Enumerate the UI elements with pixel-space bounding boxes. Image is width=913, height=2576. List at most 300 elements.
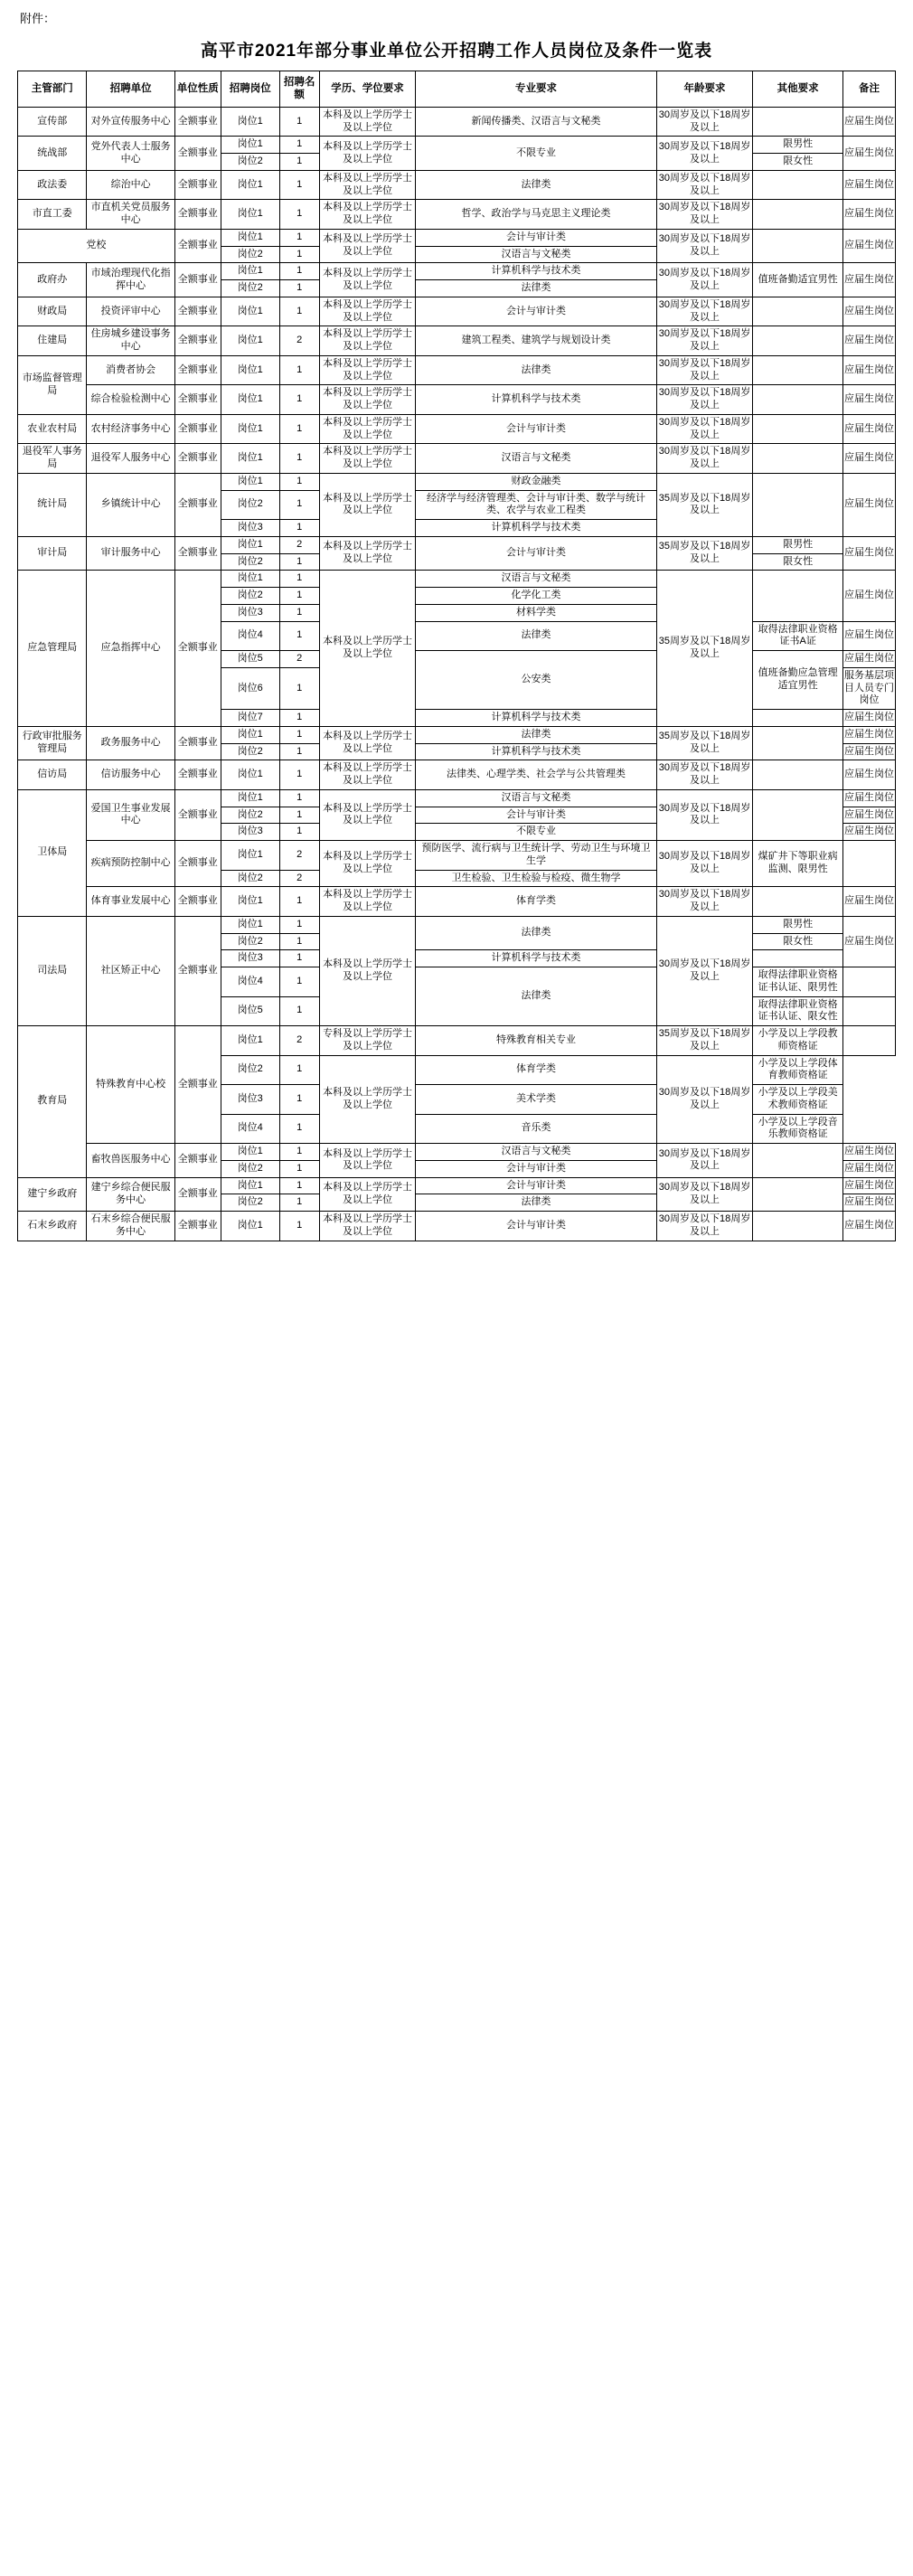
cell-nature: 全额事业	[174, 229, 221, 263]
cell-unit: 体育事业发展中心	[87, 887, 174, 917]
cell-major: 计算机科学与技术类	[416, 263, 657, 280]
cell-nature: 全额事业	[174, 414, 221, 444]
cell-number: 2	[279, 870, 319, 887]
table-row	[18, 107, 896, 137]
cell-number: 1	[279, 414, 319, 444]
cell-age: 30周岁及以下18周岁及以上	[656, 1177, 753, 1212]
cell-other	[753, 1144, 843, 1178]
cell-major: 法律类	[416, 621, 657, 651]
cell-other	[753, 726, 843, 760]
cell-major: 体育学类	[416, 1055, 657, 1085]
cell-other: 值班备勤适宜男性	[753, 263, 843, 297]
cell-age: 35周岁及以下18周岁及以上	[656, 536, 753, 571]
table-row	[18, 1144, 896, 1161]
cell-post: 岗位3	[221, 1085, 279, 1115]
cell-remark: 应届生岗位	[842, 651, 895, 668]
cell-department: 财政局	[18, 297, 87, 326]
cell-post: 岗位1	[221, 1144, 279, 1161]
cell-other	[753, 473, 843, 536]
cell-unit: 特殊教育中心校	[87, 1026, 174, 1144]
cell-post: 岗位2	[221, 246, 279, 263]
cell-department: 市直工委	[18, 200, 87, 230]
cell-unit: 住房城乡建设事务中心	[87, 326, 174, 356]
cell-post: 岗位1	[221, 263, 279, 280]
cell-number: 1	[279, 1085, 319, 1115]
cell-department: 统计局	[18, 473, 87, 536]
cell-unit: 投资评审中心	[87, 297, 174, 326]
cell-nature: 全额事业	[174, 355, 221, 385]
cell-age: 30周岁及以下18周岁及以上	[656, 789, 753, 840]
table-row	[18, 726, 896, 743]
cell-remark: 服务基层项目人员专门岗位	[842, 667, 895, 709]
cell-age: 35周岁及以下18周岁及以上	[656, 473, 753, 536]
cell-number: 1	[279, 553, 319, 571]
table-row	[18, 1026, 896, 1056]
cell-number: 1	[279, 1194, 319, 1212]
cell-education: 本科及以上学历学士及以上学位	[319, 1055, 416, 1144]
cell-number: 1	[279, 229, 319, 246]
cell-number: 2	[279, 841, 319, 871]
cell-post: 岗位3	[221, 950, 279, 967]
cell-major: 法律类	[416, 916, 657, 950]
cell-remark: 应届生岗位	[842, 789, 895, 807]
cell-unit: 综治中心	[87, 170, 174, 200]
table-row	[18, 1212, 896, 1241]
cell-major: 计算机科学与技术类	[416, 743, 657, 760]
cell-remark: 应届生岗位	[842, 414, 895, 444]
cell-other	[753, 571, 843, 621]
cell-number: 1	[279, 200, 319, 230]
table-row	[18, 385, 896, 415]
cell-remark: 应届生岗位	[842, 444, 895, 474]
table-row	[18, 229, 896, 246]
cell-number: 1	[279, 807, 319, 824]
cell-number: 1	[279, 444, 319, 474]
cell-remark: 应届生岗位	[842, 1194, 895, 1212]
cell-number: 1	[279, 933, 319, 950]
cell-department: 教育局	[18, 1026, 87, 1178]
cell-major: 汉语言与文秘类	[416, 444, 657, 474]
cell-nature: 全额事业	[174, 1212, 221, 1241]
cell-other	[753, 107, 843, 137]
cell-remark: 应届生岗位	[842, 536, 895, 571]
cell-other: 限男性	[753, 137, 843, 154]
table-row	[18, 760, 896, 790]
table-row	[18, 473, 896, 490]
col-other: 其他要求	[753, 71, 843, 108]
cell-other	[753, 297, 843, 326]
cell-nature: 全额事业	[174, 536, 221, 571]
cell-remark: 应届生岗位	[842, 1144, 895, 1161]
cell-other	[753, 950, 843, 967]
cell-department: 卫体局	[18, 789, 87, 916]
cell-major: 公安类	[416, 651, 657, 710]
cell-education: 本科及以上学历学士及以上学位	[319, 385, 416, 415]
cell-unit: 对外宣传服务中心	[87, 107, 174, 137]
table-row	[18, 200, 896, 230]
cell-education: 本科及以上学历学士及以上学位	[319, 297, 416, 326]
cell-nature: 全额事业	[174, 473, 221, 536]
cell-remark: 应届生岗位	[842, 1177, 895, 1194]
cell-remark	[842, 841, 895, 887]
cell-major: 汉语言与文秘类	[416, 789, 657, 807]
cell-number: 2	[279, 326, 319, 356]
cell-major: 卫生检验、卫生检验与检疫、微生物学	[416, 870, 657, 887]
cell-post: 岗位1	[221, 887, 279, 917]
cell-remark	[842, 996, 895, 1026]
cell-major: 法律类	[416, 280, 657, 297]
cell-post: 岗位5	[221, 651, 279, 668]
table-row	[18, 170, 896, 200]
cell-department: 退役军人事务局	[18, 444, 87, 474]
cell-number: 2	[279, 1026, 319, 1056]
cell-unit: 疾病预防控制中心	[87, 841, 174, 887]
cell-department: 建宁乡政府	[18, 1177, 87, 1212]
cell-post: 岗位6	[221, 667, 279, 709]
cell-remark: 应届生岗位	[842, 137, 895, 171]
cell-post: 岗位1	[221, 473, 279, 490]
cell-nature: 全额事业	[174, 1026, 221, 1144]
cell-major: 会计与审计类	[416, 414, 657, 444]
col-age: 年龄要求	[656, 71, 753, 108]
cell-department: 石末乡政府	[18, 1212, 87, 1241]
cell-nature: 全额事业	[174, 137, 221, 171]
cell-other: 取得法律职业资格证书A证	[753, 621, 843, 651]
cell-remark: 应届生岗位	[842, 710, 895, 727]
cell-remark: 应届生岗位	[842, 887, 895, 917]
cell-major: 会计与审计类	[416, 1212, 657, 1241]
cell-major: 法律类	[416, 726, 657, 743]
cell-unit: 信访服务中心	[87, 760, 174, 790]
table-row	[18, 137, 896, 154]
cell-post: 岗位2	[221, 588, 279, 605]
cell-nature: 全额事业	[174, 444, 221, 474]
cell-education: 本科及以上学历学士及以上学位	[319, 473, 416, 536]
cell-post: 岗位4	[221, 1114, 279, 1144]
cell-post: 岗位1	[221, 444, 279, 474]
cell-remark: 应届生岗位	[842, 473, 895, 536]
cell-number: 1	[279, 621, 319, 651]
cell-department: 农业农村局	[18, 414, 87, 444]
cell-unit: 社区矫正中心	[87, 916, 174, 1025]
cell-department: 司法局	[18, 916, 87, 1025]
table-row	[18, 916, 896, 933]
cell-post: 岗位1	[221, 760, 279, 790]
cell-post: 岗位1	[221, 107, 279, 137]
cell-other	[753, 1212, 843, 1241]
cell-age: 30周岁及以下18周岁及以上	[656, 1212, 753, 1241]
cell-post: 岗位1	[221, 726, 279, 743]
cell-remark: 应届生岗位	[842, 326, 895, 356]
cell-education: 本科及以上学历学士及以上学位	[319, 107, 416, 137]
cell-other	[753, 887, 843, 917]
cell-post: 岗位1	[221, 536, 279, 553]
cell-post: 岗位1	[221, 326, 279, 356]
recruitment-table	[17, 71, 896, 1241]
cell-major: 汉语言与文秘类	[416, 1144, 657, 1161]
cell-other: 限男性	[753, 916, 843, 933]
cell-unit: 审计服务中心	[87, 536, 174, 571]
table-row	[18, 841, 896, 871]
cell-major: 法律类	[416, 967, 657, 1026]
cell-remark: 应届生岗位	[842, 621, 895, 651]
cell-major: 预防医学、流行病与卫生统计学、劳动卫生与环境卫生学	[416, 841, 657, 871]
cell-nature: 全额事业	[174, 263, 221, 297]
cell-nature: 全额事业	[174, 107, 221, 137]
cell-major: 新闻传播类、汉语言与文秘类	[416, 107, 657, 137]
cell-nature: 全额事业	[174, 1177, 221, 1212]
cell-age: 30周岁及以下18周岁及以上	[656, 1055, 753, 1144]
cell-post: 岗位1	[221, 571, 279, 588]
cell-unit: 市域治理现代化指挥中心	[87, 263, 174, 297]
cell-remark: 应届生岗位	[842, 385, 895, 415]
cell-number: 1	[279, 154, 319, 171]
cell-department: 政府办	[18, 263, 87, 297]
cell-education: 本科及以上学历学士及以上学位	[319, 1212, 416, 1241]
cell-number: 1	[279, 355, 319, 385]
cell-remark: 应届生岗位	[842, 355, 895, 385]
cell-age: 30周岁及以下18周岁及以上	[656, 137, 753, 171]
cell-post: 岗位2	[221, 154, 279, 171]
cell-number: 1	[279, 1177, 319, 1194]
cell-number: 1	[279, 297, 319, 326]
col-major: 专业要求	[416, 71, 657, 108]
cell-number: 1	[279, 760, 319, 790]
cell-post: 岗位4	[221, 967, 279, 997]
cell-nature: 全额事业	[174, 200, 221, 230]
cell-number: 1	[279, 950, 319, 967]
cell-other	[753, 170, 843, 200]
cell-department: 审计局	[18, 536, 87, 571]
cell-major: 会计与审计类	[416, 536, 657, 571]
cell-age: 30周岁及以下18周岁及以上	[656, 1144, 753, 1178]
cell-age: 30周岁及以下18周岁及以上	[656, 355, 753, 385]
cell-nature: 全额事业	[174, 789, 221, 840]
cell-education: 本科及以上学历学士及以上学位	[319, 1144, 416, 1178]
table-row	[18, 355, 896, 385]
cell-post: 岗位1	[221, 841, 279, 871]
cell-age: 30周岁及以下18周岁及以上	[656, 229, 753, 263]
table-body	[18, 107, 896, 1241]
cell-remark: 应届生岗位	[842, 916, 895, 967]
cell-education: 本科及以上学历学士及以上学位	[319, 789, 416, 840]
cell-post: 岗位1	[221, 1212, 279, 1241]
cell-major: 计算机科学与技术类	[416, 385, 657, 415]
cell-major: 特殊教育相关专业	[416, 1026, 657, 1056]
table-row	[18, 414, 896, 444]
col-post: 招聘岗位	[221, 71, 279, 108]
cell-other	[753, 326, 843, 356]
cell-major: 计算机科学与技术类	[416, 520, 657, 537]
cell-major: 会计与审计类	[416, 229, 657, 246]
cell-education: 本科及以上学历学士及以上学位	[319, 571, 416, 727]
cell-nature: 全额事业	[174, 726, 221, 760]
col-number: 招聘名额	[279, 71, 319, 108]
cell-other: 小学及以上学段美术教师资格证	[753, 1085, 843, 1115]
cell-department: 宣传部	[18, 107, 87, 137]
cell-unit: 畜牧兽医服务中心	[87, 1144, 174, 1178]
cell-major: 建筑工程类、建筑学与规划设计类	[416, 326, 657, 356]
cell-post: 岗位1	[221, 170, 279, 200]
cell-unit: 市直机关党员服务中心	[87, 200, 174, 230]
cell-major: 会计与审计类	[416, 1160, 657, 1177]
cell-age: 35周岁及以下18周岁及以上	[656, 726, 753, 760]
cell-major: 法律类	[416, 355, 657, 385]
cell-nature: 全额事业	[174, 170, 221, 200]
cell-department: 政法委	[18, 170, 87, 200]
cell-education: 本科及以上学历学士及以上学位	[319, 326, 416, 356]
cell-number: 1	[279, 604, 319, 621]
cell-post: 岗位2	[221, 1194, 279, 1212]
cell-major: 会计与审计类	[416, 297, 657, 326]
cell-number: 2	[279, 651, 319, 668]
cell-age: 30周岁及以下18周岁及以上	[656, 107, 753, 137]
cell-age: 30周岁及以下18周岁及以上	[656, 263, 753, 297]
cell-education: 本科及以上学历学士及以上学位	[319, 137, 416, 171]
cell-nature: 全额事业	[174, 297, 221, 326]
cell-post: 岗位7	[221, 710, 279, 727]
cell-unit: 石末乡综合便民服务中心	[87, 1212, 174, 1241]
cell-other: 取得法律职业资格证书认证、限男性	[753, 967, 843, 997]
table-row	[18, 536, 896, 553]
cell-number: 1	[279, 137, 319, 154]
cell-remark: 应届生岗位	[842, 229, 895, 263]
cell-major: 材料学类	[416, 604, 657, 621]
cell-nature: 全额事业	[174, 385, 221, 415]
cell-education: 专科及以上学历学士及以上学位	[319, 1026, 416, 1056]
cell-unit: 党外代表人士服务中心	[87, 137, 174, 171]
cell-other	[753, 229, 843, 263]
cell-age: 30周岁及以下18周岁及以上	[656, 916, 753, 1025]
cell-post: 岗位1	[221, 1177, 279, 1194]
cell-number: 1	[279, 967, 319, 997]
cell-other: 取得法律职业资格证书认证、限女性	[753, 996, 843, 1026]
cell-age: 35周岁及以下18周岁及以上	[656, 571, 753, 727]
cell-age: 30周岁及以下18周岁及以上	[656, 414, 753, 444]
document-page	[0, 0, 913, 1258]
cell-unit: 政务服务中心	[87, 726, 174, 760]
cell-remark: 应届生岗位	[842, 263, 895, 297]
cell-nature: 全额事业	[174, 1144, 221, 1178]
cell-major: 法律类、心理学类、社会学与公共管理类	[416, 760, 657, 790]
col-remark: 备注	[842, 71, 895, 108]
table-row	[18, 789, 896, 807]
cell-education: 本科及以上学历学士及以上学位	[319, 355, 416, 385]
cell-major: 财政金融类	[416, 473, 657, 490]
cell-post: 岗位1	[221, 229, 279, 246]
cell-other: 小学及以上学段教师资格证	[753, 1026, 843, 1056]
table-row	[18, 444, 896, 474]
cell-other	[753, 414, 843, 444]
cell-nature: 全额事业	[174, 916, 221, 1025]
cell-unit: 建宁乡综合便民服务中心	[87, 1177, 174, 1212]
cell-major: 会计与审计类	[416, 807, 657, 824]
cell-age: 30周岁及以下18周岁及以上	[656, 385, 753, 415]
cell-other	[753, 385, 843, 415]
col-unit: 招聘单位	[87, 71, 174, 108]
cell-other: 限女性	[753, 154, 843, 171]
cell-number: 1	[279, 887, 319, 917]
cell-department: 信访局	[18, 760, 87, 790]
cell-post: 岗位4	[221, 621, 279, 651]
cell-other: 小学及以上学段音乐教师资格证	[753, 1114, 843, 1144]
cell-education: 本科及以上学历学士及以上学位	[319, 887, 416, 917]
cell-post: 岗位5	[221, 996, 279, 1026]
cell-post: 岗位2	[221, 870, 279, 887]
cell-education: 本科及以上学历学士及以上学位	[319, 760, 416, 790]
cell-age: 30周岁及以下18周岁及以上	[656, 760, 753, 790]
cell-major: 化学化工类	[416, 588, 657, 605]
cell-age: 30周岁及以下18周岁及以上	[656, 200, 753, 230]
cell-number: 1	[279, 1144, 319, 1161]
cell-post: 岗位3	[221, 824, 279, 841]
cell-other: 限男性	[753, 536, 843, 553]
cell-nature: 全额事业	[174, 326, 221, 356]
cell-education: 本科及以上学历学士及以上学位	[319, 200, 416, 230]
cell-department: 住建局	[18, 326, 87, 356]
cell-department: 应急管理局	[18, 571, 87, 727]
cell-department: 党校	[18, 229, 175, 263]
cell-major: 汉语言与文秘类	[416, 246, 657, 263]
table-row	[18, 263, 896, 280]
cell-remark: 应届生岗位	[842, 760, 895, 790]
cell-post: 岗位1	[221, 137, 279, 154]
cell-post: 岗位1	[221, 414, 279, 444]
cell-post: 岗位1	[221, 385, 279, 415]
cell-major: 法律类	[416, 1194, 657, 1212]
cell-education: 本科及以上学历学士及以上学位	[319, 536, 416, 571]
cell-nature: 全额事业	[174, 760, 221, 790]
cell-unit: 消费者协会	[87, 355, 174, 385]
cell-age: 35周岁及以下18周岁及以上	[656, 1026, 753, 1056]
cell-number: 1	[279, 490, 319, 520]
table-row	[18, 1177, 896, 1194]
cell-remark	[842, 967, 895, 997]
cell-remark: 应届生岗位	[842, 170, 895, 200]
cell-remark: 应届生岗位	[842, 743, 895, 760]
cell-number: 1	[279, 107, 319, 137]
cell-post: 岗位2	[221, 807, 279, 824]
col-education: 学历、学位要求	[319, 71, 416, 108]
cell-number: 1	[279, 280, 319, 297]
cell-unit: 应急指挥中心	[87, 571, 174, 727]
cell-age: 30周岁及以下18周岁及以上	[656, 326, 753, 356]
cell-number: 1	[279, 385, 319, 415]
cell-number: 1	[279, 743, 319, 760]
cell-other	[753, 355, 843, 385]
cell-age: 30周岁及以下18周岁及以上	[656, 444, 753, 474]
cell-education: 本科及以上学历学士及以上学位	[319, 414, 416, 444]
cell-number: 1	[279, 1114, 319, 1144]
table-row	[18, 326, 896, 356]
cell-number: 1	[279, 263, 319, 280]
cell-major: 音乐类	[416, 1114, 657, 1144]
cell-post: 岗位2	[221, 490, 279, 520]
cell-other	[753, 760, 843, 790]
cell-other: 小学及以上学段体育教师资格证	[753, 1055, 843, 1085]
cell-number: 1	[279, 588, 319, 605]
cell-post: 岗位3	[221, 520, 279, 537]
cell-other: 值班备勤应急管理适宜男性	[753, 651, 843, 710]
cell-remark	[842, 1026, 895, 1056]
page-title: 高平市2021年部分事业单位公开招聘工作人员岗位及条件一览表	[200, 42, 713, 61]
cell-major: 美术学类	[416, 1085, 657, 1115]
cell-age: 30周岁及以下18周岁及以上	[656, 297, 753, 326]
col-dept: 主管部门	[18, 71, 87, 108]
cell-nature: 全额事业	[174, 887, 221, 917]
cell-education: 本科及以上学历学士及以上学位	[319, 841, 416, 887]
cell-other: 限女性	[753, 553, 843, 571]
